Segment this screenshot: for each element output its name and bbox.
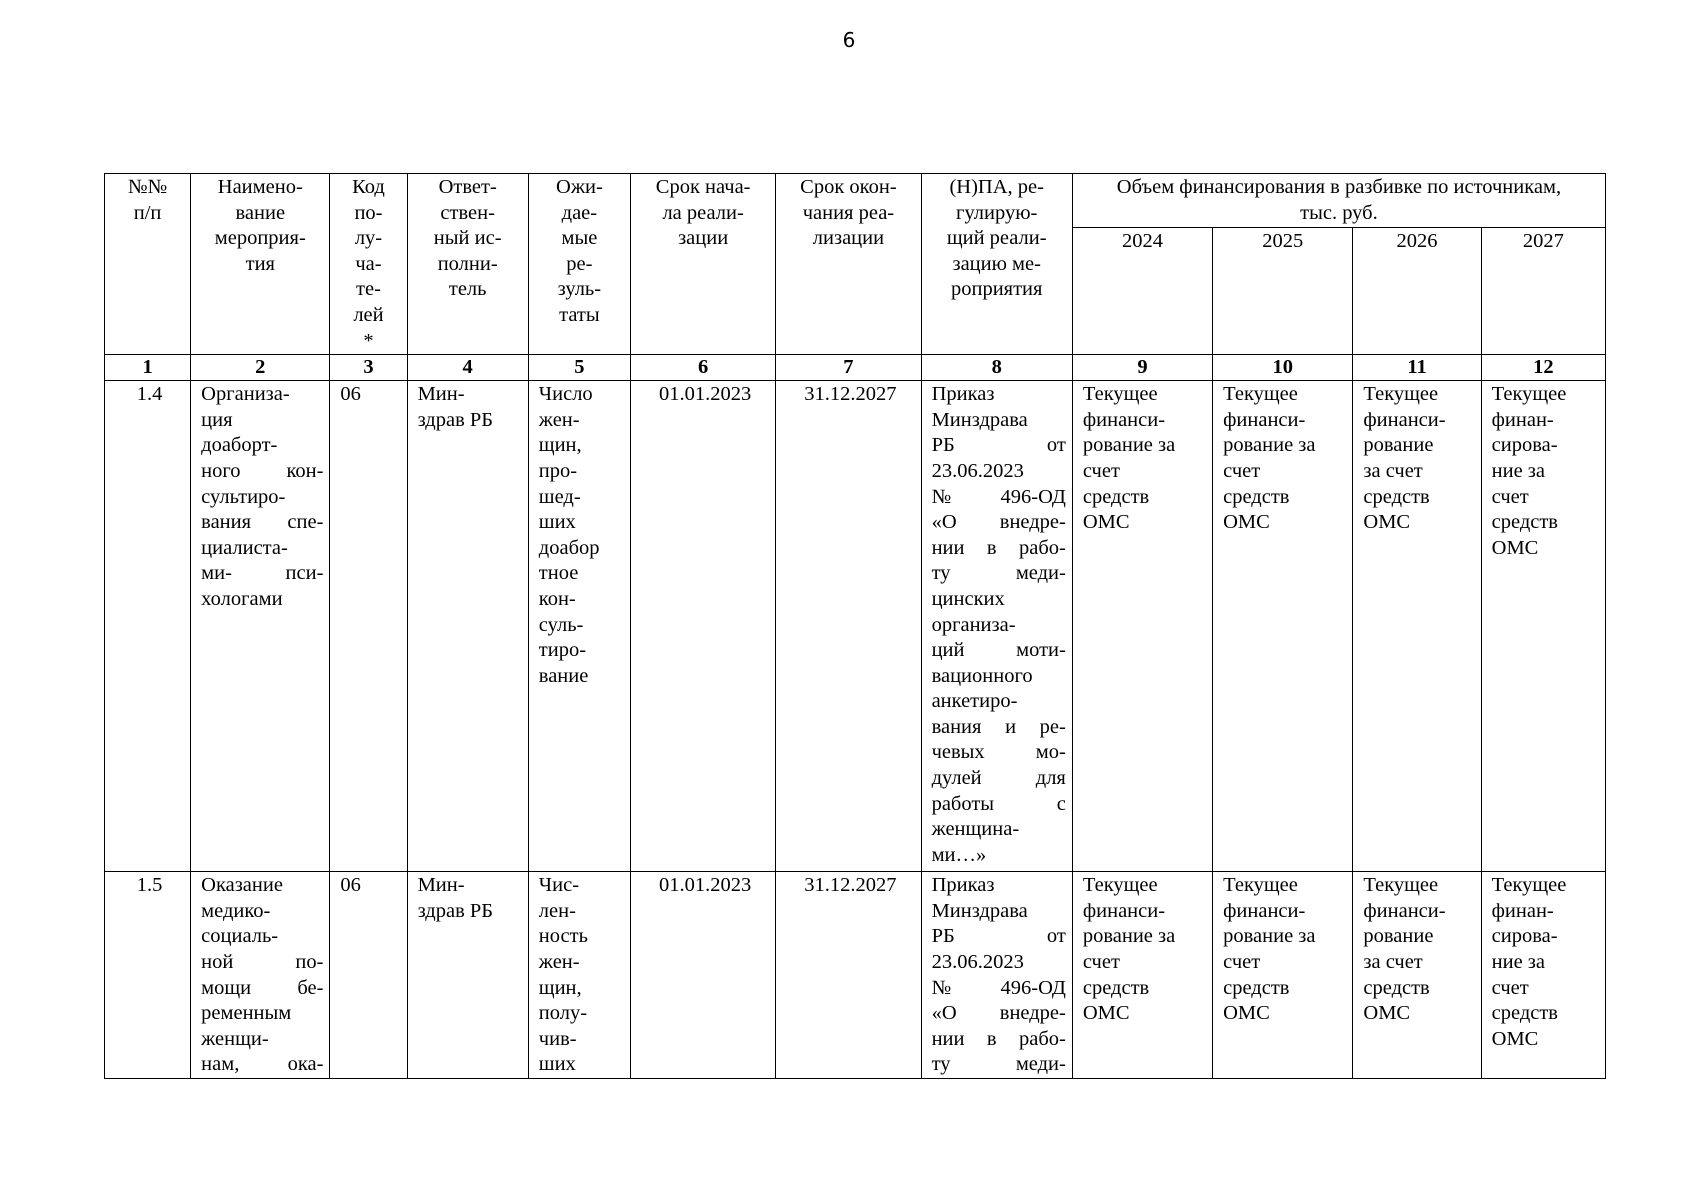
measures-table (104, 173, 1606, 1079)
header-recipient-code: Код по- лу- ча- те- лей * (330, 174, 407, 355)
row-number: 1.5 (105, 872, 191, 1079)
executor: Мин- здрав РБ (407, 381, 528, 872)
column-numbers-row (105, 355, 1606, 381)
funding-2027: Текущее финан- сирова- ние за счет средств ОМС (1481, 381, 1605, 872)
table-row (105, 381, 1606, 872)
funding-2026: Текущее финанси- рование за счет средств ОМС (1353, 872, 1481, 1079)
column-number: 2 (191, 355, 330, 381)
header-end-date: Срок окон- чания реа- лизации (776, 174, 921, 355)
measure-name: Оказание медико- социаль- ной по- мощи бе- ременным женщи- нам, ока- (191, 872, 330, 1079)
header-year-2025: 2025 (1213, 227, 1353, 354)
header-number: №№ п/п (105, 174, 191, 355)
funding-2025: Текущее финанси- рование за счет средств ОМС (1213, 381, 1353, 872)
column-number: 1 (105, 355, 191, 381)
end-date: 31.12.2027 (776, 872, 921, 1079)
column-number: 12 (1481, 355, 1605, 381)
header-measure-name: Наимено- вание мероприя- тия (191, 174, 330, 355)
start-date: 01.01.2023 (631, 381, 776, 872)
header-year-2024: 2024 (1072, 227, 1212, 354)
column-number: 8 (921, 355, 1072, 381)
header-executor: Ответ- ствен- ный ис- полни- тель (407, 174, 528, 355)
column-number: 9 (1072, 355, 1212, 381)
funding-2025: Текущее финанси- рование за счет средств ОМС (1213, 872, 1353, 1079)
table-row (105, 872, 1606, 1079)
funding-2024: Текущее финанси- рование за счет средств ОМС (1072, 872, 1212, 1079)
header-year-2026: 2026 (1353, 227, 1481, 354)
column-number: 3 (330, 355, 407, 381)
header-funding: Объем финансирования в разбивке по источникам, тыс. руб. (1072, 174, 1605, 228)
row-number: 1.4 (105, 381, 191, 872)
header-row (105, 174, 1606, 228)
column-number: 6 (631, 355, 776, 381)
column-number: 11 (1353, 355, 1481, 381)
column-number: 5 (528, 355, 630, 381)
expected-results: Число жен- щин, про- шед- ших доабор тное кон- суль- тиро- вание (528, 381, 630, 872)
executor: Мин- здрав РБ (407, 872, 528, 1079)
column-number: 4 (407, 355, 528, 381)
start-date: 01.01.2023 (631, 872, 776, 1079)
funding-2026: Текущее финанси- рование за счет средств ОМС (1353, 381, 1481, 872)
page-number: 6 (842, 28, 856, 52)
header-expected-results: Ожи- дае- мые ре- зуль- таты (528, 174, 630, 355)
measure-name: Организа- ция доаборт- ного кон- сультиро- вания спе- циалиста- ми- пси- хологами (191, 381, 330, 872)
legal-act: Приказ Минздрава РБ от 23.06.2023 № 496-ОД «О внедре- нии в рабо- ту меди- цинских организа- ций моти- вационного анкетиро- вания и ре- чевых мо- дулей для работы с женщина- ми…» (921, 381, 1072, 872)
funding-2024: Текущее финанси- рование за счет средств ОМС (1072, 381, 1212, 872)
recipient-code: 06 (330, 872, 407, 1079)
header-start-date: Срок нача- ла реали- зации (631, 174, 776, 355)
end-date: 31.12.2027 (776, 381, 921, 872)
header-legal-act: (Н)ПА, ре- гулирую- щий реали- зацию ме- роприятия (921, 174, 1072, 355)
funding-2027: Текущее финан- сирова- ние за счет средств ОМС (1481, 872, 1605, 1079)
expected-results: Чис- лен- ность жен- щин, полу- чив- ших (528, 872, 630, 1079)
legal-act: Приказ Минздрава РБ от 23.06.2023 № 496-ОД «О внедре- нии в рабо- ту меди- (921, 872, 1072, 1079)
recipient-code: 06 (330, 381, 407, 872)
column-number: 10 (1213, 355, 1353, 381)
column-number: 7 (776, 355, 921, 381)
header-year-2027: 2027 (1481, 227, 1605, 354)
